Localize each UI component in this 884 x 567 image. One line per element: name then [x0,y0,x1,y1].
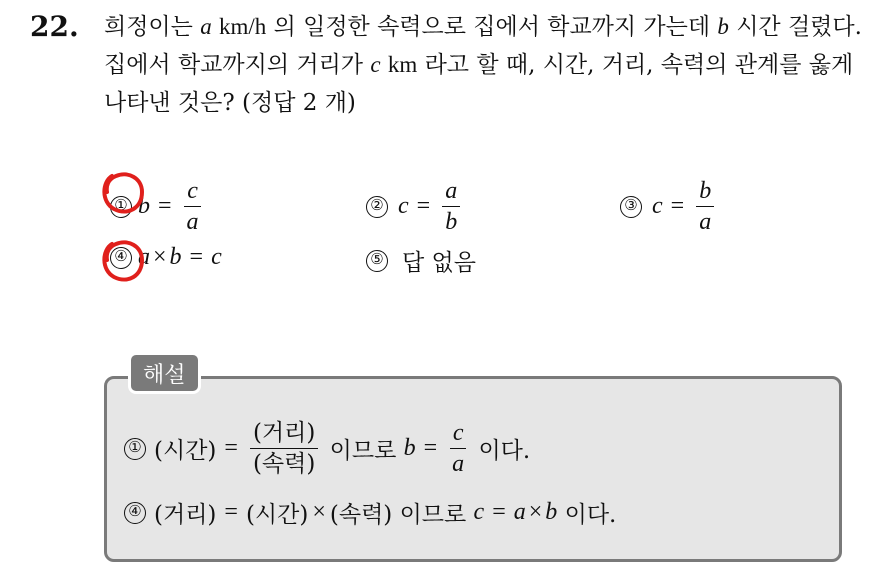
choice-1-number: ① [110,196,132,218]
choice-5[interactable] [366,244,476,277]
choice-3[interactable]: ③ c = $\frac{b}{a}$ [620,176,718,237]
choice-1-fraction: $\frac{c}{a}$ [184,176,202,237]
choice-3-number: ③ [620,196,642,218]
choice-2-fraction: $\frac{a}{b}$ [442,176,460,237]
choice-2[interactable]: ② c = $\frac{a}{b}$ [366,176,464,237]
choice-4[interactable]: ④ a × b = c [110,244,222,271]
choice-5-text: 답 없음 [402,250,476,276]
solution-line-1: ① (시간) = $\frac{\text{(거리)}}{\text{(속력)}}$ 이므로 b = $\frac{c}{a}$ 이다. [124,418,530,479]
choice-1-lhs: b [138,193,150,219]
choice-2-lhs: c [398,193,409,219]
choice-1[interactable]: ① b = $\frac{c}{a}$ [110,176,206,237]
solution-line-2: ④ (거리) = (시간) × (속력) 이므로 c = a × b 이다. [124,496,616,529]
question-number: 22. [30,10,79,43]
question-text: 희정이는 a km/h 의 일정한 속력으로 집에서 학교까지 가는데 b 시간 걸렸다. 집에서 학교까지의 거리가 c km 라고 할 때, 시간, 거리, 속력의 관계를 옳게 나타낸 것은? (정답 2 개) [104,14,862,116]
choice-3-fraction: $\frac{b}{a}$ [696,176,714,237]
choice-2-number: ② [366,196,388,218]
choice-4-number: ④ [110,247,132,269]
choice-3-lhs: c [652,193,663,219]
solution-tag: 해설 [128,352,201,394]
choice-5-number: ⑤ [366,250,388,272]
